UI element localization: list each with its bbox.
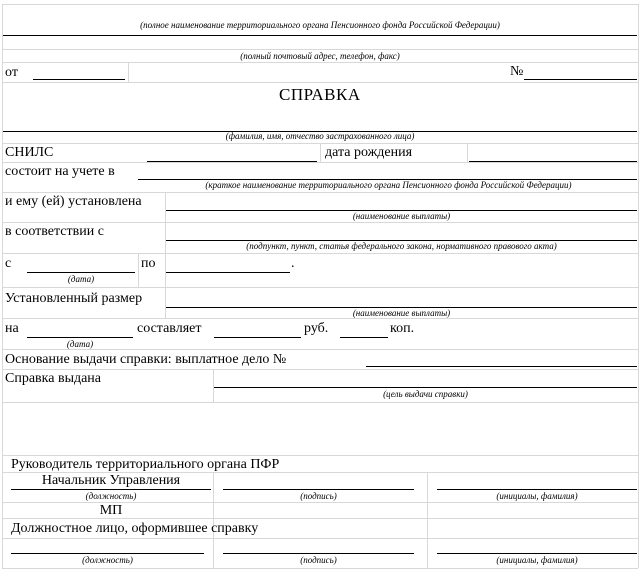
rubles-field[interactable] <box>214 337 301 338</box>
doc-number-line[interactable] <box>524 79 637 80</box>
kop-label: коп. <box>390 321 415 336</box>
case-number-field[interactable] <box>366 366 637 367</box>
from-label: от <box>5 65 18 80</box>
to-date-label: по <box>141 256 156 271</box>
from-date-label: с <box>5 256 12 271</box>
granted-label: и ему (ей) установлена <box>5 194 142 209</box>
basis-label: Основание выдачи справки: выплатное дело № <box>5 352 287 367</box>
end-date-field[interactable] <box>166 272 290 273</box>
according-label: в соответствии с <box>5 224 104 239</box>
registered-label: состоит на учете в <box>5 164 115 179</box>
short-org-caption: (краткое наименование территориального органа Пенсионного фонда Российской Федерации) <box>205 180 572 190</box>
established-amount-label: Установленный размер <box>5 291 143 306</box>
purpose-field[interactable] <box>214 387 637 388</box>
official-signature-field[interactable] <box>223 553 414 554</box>
fio-caption: (фамилия, имя, отчество застрахованного лица) <box>225 131 415 141</box>
head-position-value: Начальник Управления <box>41 473 181 488</box>
stamp-label: МП <box>99 503 123 518</box>
position-caption-2: (должность) <box>82 555 133 565</box>
head-signature-field[interactable] <box>223 489 414 490</box>
birth-date-field[interactable] <box>469 161 637 162</box>
signature-caption-1: (подпись) <box>300 491 337 501</box>
birth-date-label: дата рождения <box>325 145 413 160</box>
on-date-label: на <box>5 321 19 336</box>
law-ref-caption: (подпункт, пункт, статья федерального закона, нормативного правового акта) <box>246 241 557 251</box>
amounts-to-label: составляет <box>137 321 202 336</box>
head-title-label: Руководитель территориального органа ПФР <box>11 457 280 472</box>
address-caption: (полный почтовый адрес, телефон, факс) <box>240 51 400 61</box>
date-caption-2: (дата) <box>66 339 94 349</box>
payment-name-caption-2: (наименование выплаты) <box>352 308 451 318</box>
from-date-line[interactable] <box>33 79 125 80</box>
on-date-field[interactable] <box>27 337 133 338</box>
rub-label: руб. <box>304 321 329 336</box>
official-label: Должностное лицо, оформившее справку <box>11 521 259 536</box>
initials-caption-2: (инициалы, фамилия) <box>496 555 578 565</box>
snils-label: СНИЛС <box>5 145 54 160</box>
head-position-field[interactable] <box>11 489 211 490</box>
kopecks-field[interactable] <box>340 337 388 338</box>
initials-caption-1: (инициалы, фамилия) <box>496 491 578 501</box>
position-caption-1: (должность) <box>85 491 137 501</box>
payment-name-caption: (наименование выплаты) <box>352 211 451 221</box>
date-caption-1: (дата) <box>67 274 95 284</box>
period-dot: . <box>291 256 295 271</box>
official-initials-field[interactable] <box>437 553 637 554</box>
signature-caption-2: (подпись) <box>300 555 337 565</box>
snils-field[interactable] <box>147 161 317 162</box>
number-sign: № <box>510 64 524 79</box>
official-position-field[interactable] <box>11 553 204 554</box>
head-initials-field[interactable] <box>437 489 637 490</box>
document-title: СПРАВКА <box>279 85 361 104</box>
start-date-field[interactable] <box>27 272 135 273</box>
org-name-caption: (полное наименование территориального органа Пенсионного фонда Российской Федерации) <box>140 20 500 30</box>
purpose-caption: (цель выдачи справки) <box>383 389 468 399</box>
issued-label: Справка выдана <box>5 371 102 386</box>
